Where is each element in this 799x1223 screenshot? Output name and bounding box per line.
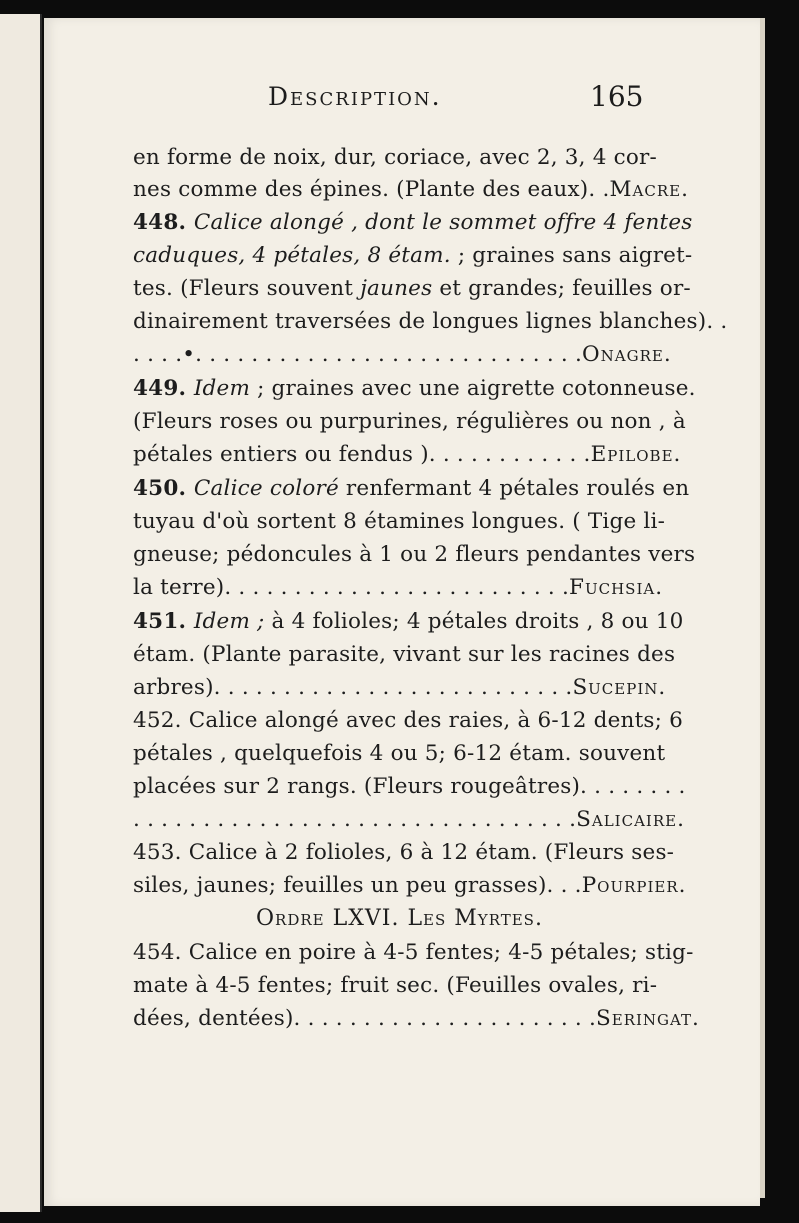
text-line: mate à 4-5 fentes; fruit sec. (Feuilles ovales, ri- — [133, 973, 658, 998]
text-line: tes. (Fleurs souvent jaunes et grandes; feuilles or- — [133, 276, 691, 301]
text-line: 454. Calice en poire à 4-5 fentes; 4-5 pétales; stig- — [133, 940, 694, 965]
left-page-edge — [0, 14, 42, 1212]
text-line: étam. (Plante parasite, vivant sur les racines des — [133, 642, 676, 667]
text-line: 452. Calice alongé avec des raies, à 6-12 dents; 6 — [133, 708, 683, 733]
text-line: 449. Idem ; graines avec une aigrette cotonneuse. — [133, 376, 696, 401]
page-number: 165 — [590, 80, 644, 113]
genus-name: Seringat. — [596, 1006, 700, 1031]
genus-name: Epilobe. — [590, 442, 682, 467]
text-line: . . . . . . . . . . . . . . . . . . . . . . . . . . . . . . . .Salicaire. — [133, 807, 685, 832]
genus-name: Sucepin. — [572, 675, 667, 700]
text-line: 448. Calice alongé , dont le sommet offre 4 fentes — [133, 210, 693, 235]
text-line: dinairement traversées de longues lignes blanches). . — [133, 309, 728, 334]
text-line: . . . .•. . . . . . . . . . . . . . . . . . . . . . . . . . . .Onagre. — [133, 342, 672, 367]
text-line: en forme de noix, dur, coriace, avec 2, 3, 4 cor- — [133, 145, 657, 170]
genus-name: Salicaire. — [576, 807, 685, 832]
text-line: gneuse; pédoncules à 1 ou 2 fleurs pendantes vers — [133, 542, 696, 567]
text-line: 450. Calice coloré renfermant 4 pétales roulés en — [133, 476, 690, 501]
text-line: tuyau d'où sortent 8 étamines longues. ( Tige li- — [133, 509, 666, 534]
text-line: 451. Idem ; à 4 folioles; 4 pétales droits , 8 ou 10 — [133, 609, 684, 634]
running-head: Description. — [268, 82, 442, 111]
text-line: dées, dentées). . . . . . . . . . . . . . . . . . . . . .Seringat. — [133, 1006, 700, 1031]
text-line: 453. Calice à 2 folioles, 6 à 12 étam. (Fleurs ses- — [133, 840, 675, 865]
text-line: placées sur 2 rangs. (Fleurs rougeâtres). . . . . . . . — [133, 774, 686, 799]
order-heading: Ordre LXVI. Les Myrtes. — [256, 906, 543, 931]
genus-name: Onagre. — [582, 342, 672, 367]
text-line: caduques, 4 pétales, 8 étam. ; graines sans aigret- — [133, 243, 693, 268]
text-line: (Fleurs roses ou purpurines, régulières ou non , à — [133, 409, 686, 434]
text-line: nes comme des épines. (Plante des eaux). .Macre. — [133, 177, 689, 202]
genus-name: Macre. — [609, 177, 689, 202]
text-line: la terre). . . . . . . . . . . . . . . . . . . . . . . . .Fuchsia. — [133, 575, 664, 600]
genus-name: Pourpier. — [581, 873, 687, 898]
text-line: pétales entiers ou fendus ). . . . . . . . . . . .Epilobe. — [133, 442, 682, 467]
genus-name: Fuchsia. — [569, 575, 664, 600]
right-page-edge — [760, 18, 765, 1198]
text-line: arbres). . . . . . . . . . . . . . . . . . . . . . . . . .Sucepin. — [133, 675, 667, 700]
text-line: siles, jaunes; feuilles un peu grasses). . .Pourpier. — [133, 873, 687, 898]
text-line: pétales , quelquefois 4 ou 5; 6-12 étam. souvent — [133, 741, 666, 766]
